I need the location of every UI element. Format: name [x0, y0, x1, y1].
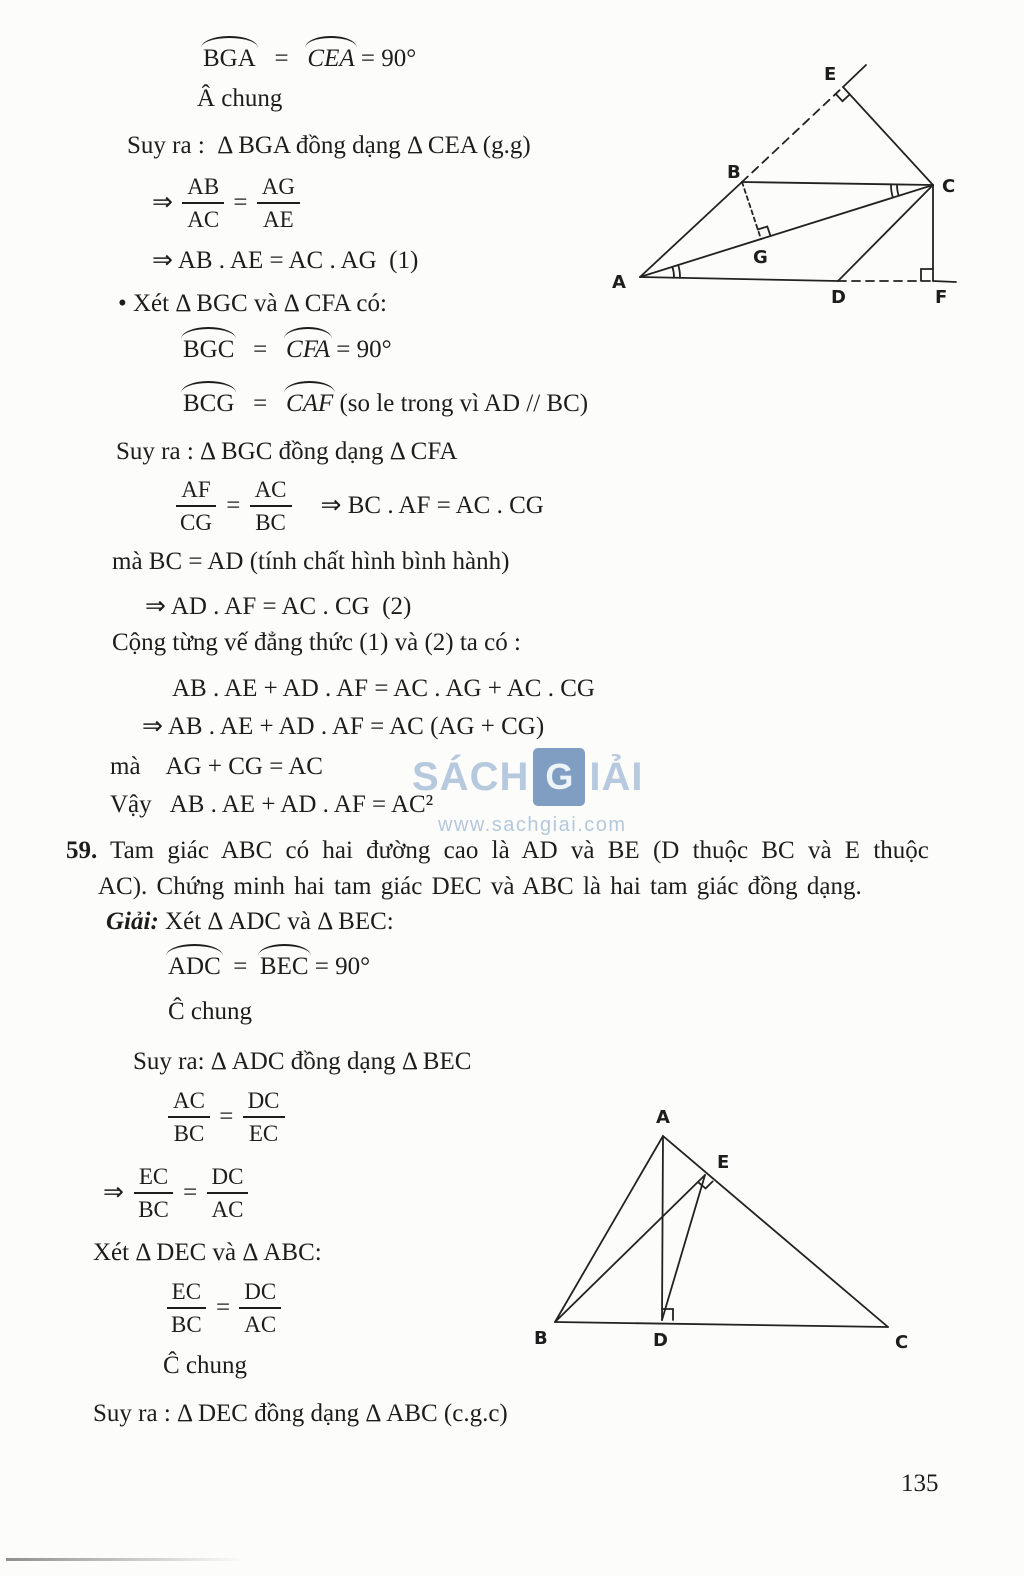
line-vay-final: Vậy AB . AE + AD . AF = AC² [110, 791, 434, 818]
eq-ab-ae-1: ⇒ AB . AE = AC . AG (1) [152, 247, 419, 274]
eq-sum-expanded: AB . AE + AD . AF = AC . AG + AC . CG [172, 675, 595, 702]
fig1-label-D: D [831, 287, 846, 308]
fig2-label-B: B [534, 1328, 548, 1349]
fig2-label-D: D [653, 1330, 668, 1351]
line-suyra-bga-cea: Suy ra : Δ BGA đồng dạng Δ CEA (g.g) [127, 132, 531, 159]
line-ma-bc-ad: mà BC = AD (tính chất hình bình hành) [112, 548, 510, 575]
watermark-logo-letter: G [545, 756, 574, 797]
eq-angle-adc-bec: ADC = BEC = 90° [168, 953, 371, 980]
problem-59-line-2: AC). Chứng minh hai tam giác DEC và ABC là hai tam giác đồng dạng. [98, 873, 862, 900]
problem-59-line-1: 59. Tam giác ABC có hai đường cao là AD và BE (D thuộc BC và E thuộc [66, 837, 929, 864]
line-suyra-adc-bec: Suy ra: Δ ADC đồng dạng Δ BEC [133, 1048, 472, 1075]
line-a-chung: Â chung [197, 85, 283, 112]
eq-sum-factored: ⇒ AB . AE + AD . AF = AC (AG + CG) [142, 713, 545, 740]
watermark [412, 746, 643, 808]
line-giai-intro: Giải: Xét Δ ADC và Δ BEC: [106, 908, 394, 935]
fig2-label-E: E [717, 1152, 730, 1173]
eq-frac-ec-bc: ⇒ $\frac{EC}{BC}$ = $\frac{DC}{AC}$ [103, 1151, 251, 1223]
right-angle-mark-E [698, 1181, 713, 1188]
line-xet-dec-abc: Xét Δ DEC và Δ ABC: [93, 1239, 322, 1266]
right-angle-mark-E [836, 94, 850, 101]
angle-arc-A-2 [672, 267, 674, 278]
watermark-word-2: IẢI [589, 754, 644, 799]
right-angle-mark-F [921, 269, 933, 281]
figure-triangle-diagram [518, 1090, 928, 1352]
line-suyra-bgc-cfa: Suy ra : Δ BGC đồng dạng Δ CFA [116, 438, 458, 465]
angle-arc-C-2 [897, 184, 899, 195]
figure-parallelogram-diagram [594, 36, 1024, 308]
fig1-label-B: B [727, 162, 741, 183]
line-suyra-dec-abc: Suy ra : Δ DEC đồng dạng Δ ABC (c.g.c) [93, 1400, 508, 1427]
scan-artifact-line [6, 1558, 244, 1561]
fig1-label-C: C [942, 176, 956, 197]
line-c-chung-2: Ĉ chung [163, 1352, 248, 1379]
fig1-label-G: G [753, 247, 768, 268]
watermark-logo-box [533, 748, 585, 806]
eq-angle-bga-cea: BGA = CEA = 90° [203, 45, 417, 72]
fig2-label-A: A [656, 1107, 670, 1128]
fig1-label-E: E [824, 64, 837, 85]
angle-arc-C [891, 184, 893, 197]
eq-frac-af-cg: $\frac{AF}{CG}$ = $\frac{AC}{BC}$ ⇒ BC . AF = AC . CG [172, 464, 544, 536]
line-ma-ag-cg: mà AG + CG = AC [110, 753, 323, 780]
eq-frac-ac-bc: $\frac{AC}{BC}$ = $\frac{DC}{EC}$ [165, 1075, 288, 1147]
angle-arc-A [678, 265, 680, 278]
eq-angle-bgc-cfa: BGC = CFA = 90° [183, 336, 392, 363]
fig1-label-A: A [612, 272, 626, 293]
eq-ad-af-2: ⇒ AD . AF = AC . CG (2) [145, 593, 412, 620]
fig1-label-F: F [935, 287, 948, 308]
eq-frac-ec-bc-2: $\frac{EC}{BC}$ = $\frac{DC}{AC}$ [163, 1266, 284, 1338]
watermark-word-1: SÁCH [412, 754, 530, 799]
eq-angle-bcg-caf: BCG = CAF (so le trong vì AD // BC) [183, 390, 589, 417]
line-xet-bgc-cfa: • Xét Δ BGC và Δ CFA có: [118, 290, 387, 317]
fig2-label-C: C [895, 1332, 909, 1352]
eq-frac-ab-ac: ⇒ $\frac{AB}{AC}$ = $\frac{AG}{AE}$ [152, 161, 303, 233]
page-number: 135 [901, 1470, 939, 1497]
watermark-url: www.sachgiai.com [438, 814, 627, 836]
line-cong-tung-ve: Cộng từng vế đẳng thức (1) và (2) ta có : [112, 629, 521, 656]
line-c-chung-1: Ĉ chung [168, 998, 253, 1025]
